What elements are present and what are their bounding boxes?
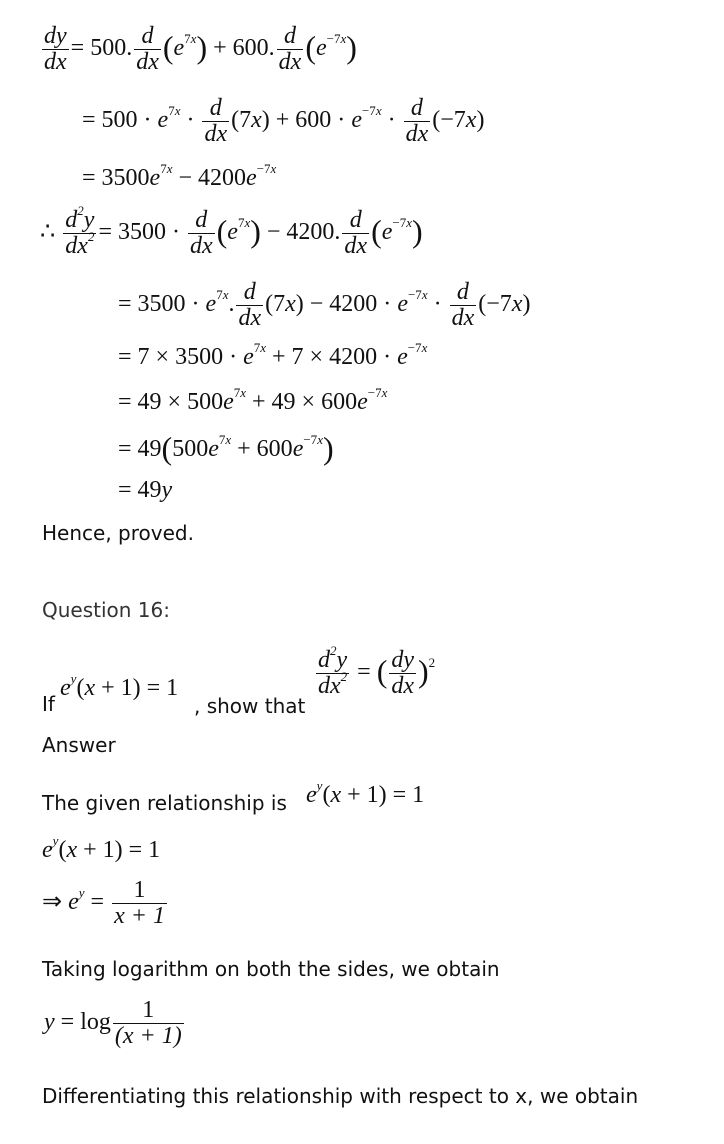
eq-line-9: = 49y xyxy=(118,477,173,503)
eq-line-8: = $49(500e^{7x} + 600e^{-7x})$ xyxy=(118,430,334,466)
if-text: If xyxy=(42,692,55,716)
given-relationship-text: The given relationship is xyxy=(42,791,287,815)
answer-label: Answer xyxy=(42,733,116,757)
taking-log-text: Taking logarithm on both the sides, we obtain xyxy=(42,957,500,981)
question-target-equation: $\frac{d^2y}{dx^2}$ = ( $\frac{dy}{dx}$ )$^2$ xyxy=(318,643,436,700)
show-that-text: , show that xyxy=(194,694,306,718)
eq-line-2: = $500 \cdot e^{7x}$ · $\frac{d}{dx}$ $(7x) + 600 \cdot e^{-7x}$ · $\frac{d}{dx}$ (−7x) xyxy=(82,95,485,148)
given-relationship-equation: $e^y(x + 1) = 1$ xyxy=(306,778,425,808)
question-label: Question 16: xyxy=(42,598,170,622)
eq-line-7: = $49 \times 500e^{7x} + 49 \times 600e^{-7x}$ xyxy=(118,385,388,415)
eq-line-3: = $3500e^{7x} - 4200e^{-7x}$ xyxy=(82,161,277,191)
eq-line-5: = $3500 \cdot e^{7x}$. $\frac{d}{dx}$ $(7x) - 4200 \cdot e^{-7x}$ · $\frac{d}{dx}$ (−7x) xyxy=(118,279,531,332)
question-given-equation: $e^y(x + 1) = 1$ xyxy=(60,671,179,701)
log-equation: y = log $\frac{1}{(x + 1)}$ xyxy=(44,997,182,1050)
differentiating-text: Differentiating this relationship with respect to x, we obtain xyxy=(42,1084,639,1108)
step-equation-1: $e^y(x + 1) = 1$ xyxy=(42,833,161,863)
eq-line-6: = $7 \times 3500 \cdot e^{7x} + 7 \times 4200 \cdot e^{-7x}$ xyxy=(118,340,428,370)
eq-line-1: $\frac{dy}{dx}$ = 500. $\frac{d}{dx}$ $(e^{7x}) + 600$. $\frac{d}{dx}$ $(e^{-7x})$ xyxy=(44,23,357,76)
eq-line-4: ∴ $\frac{d^2y}{dx^2}$ = 3500 · $\frac{d}{dx}$ $(e^{7x}) - 4200$. $\frac{d}{dx}$ $(e^{-7x})$ xyxy=(40,203,423,260)
step-equation-2: ⇒ $e^y$ = $\frac{1}{x + 1}$ xyxy=(42,877,165,930)
hence-proved-text: Hence, proved. xyxy=(42,521,194,545)
